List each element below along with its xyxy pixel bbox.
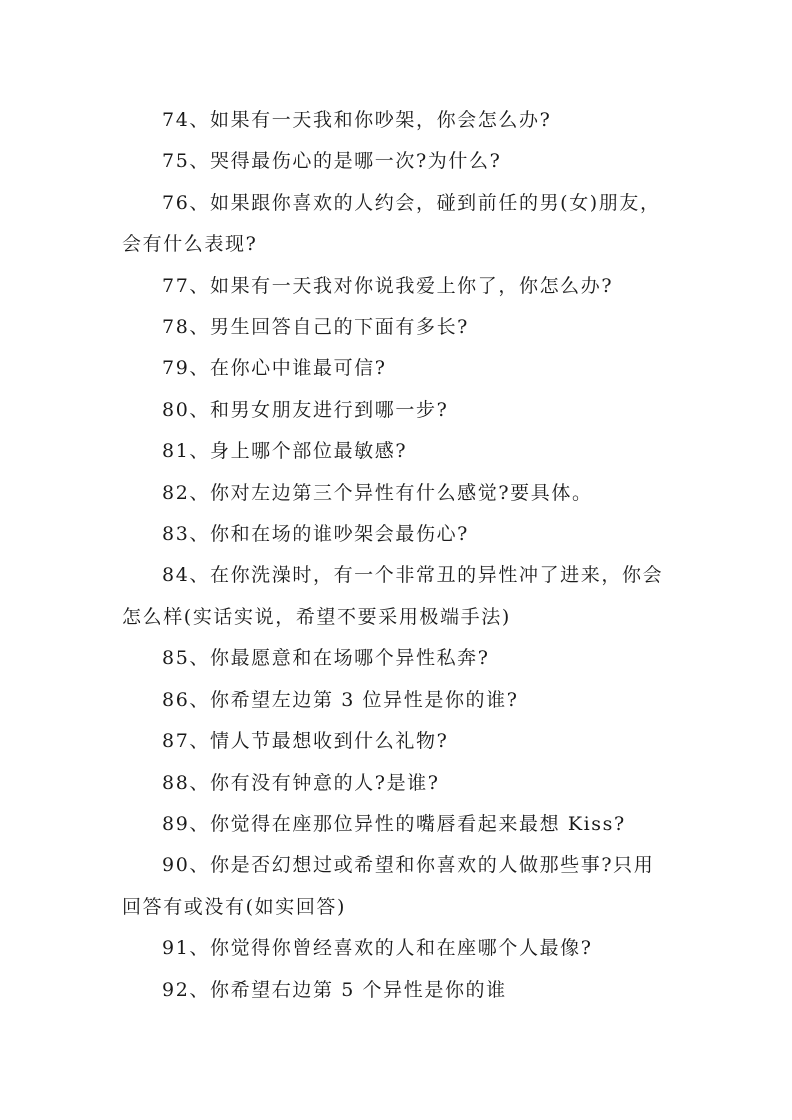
question-item: 83、你和在场的谁吵架会最伤心?: [162, 523, 469, 546]
question-item: 77、如果有一天我对你说我爱上你了，你怎么办?: [162, 274, 614, 297]
question-item: 78、男生回答自己的下面有多长?: [162, 316, 469, 339]
question-item: 85、你最愿意和在场哪个异性私奔?: [162, 647, 490, 670]
question-item: 89、你觉得在座那位异性的嘴唇看起来最想 Kiss?: [162, 812, 626, 835]
question-item: 92、你希望右边第 5 个异性是你的谁: [162, 978, 507, 1001]
question-item: 76、如果跟你喜欢的人约会，碰到前任的男(女)朋友，会有什么表现?: [122, 191, 661, 256]
question-item: 88、你有没有钟意的人?是谁?: [162, 771, 440, 794]
question-item: 86、你希望左边第 3 位异性是你的谁?: [162, 688, 519, 711]
question-item: 80、和男女朋友进行到哪一步?: [162, 398, 449, 421]
question-item: 79、在你心中谁最可信?: [162, 357, 387, 380]
question-item: 87、情人节最想收到什么礼物?: [162, 730, 449, 753]
question-item: 75、哭得最伤心的是哪一次?为什么?: [162, 150, 502, 173]
question-item: 81、身上哪个部位最敏感?: [162, 440, 408, 463]
question-item: 74、如果有一天我和你吵架，你会怎么办?: [162, 109, 552, 131]
question-item: 91、你觉得你曾经喜欢的人和在座哪个人最像?: [162, 937, 593, 960]
question-item: 82、你对左边第三个异性有什么感觉?要具体。: [162, 481, 593, 504]
question-item: 84、在你洗澡时，有一个非常丑的异性冲了进来，你会怎么样(实话实说，希望不要采用极端手法): [122, 564, 664, 628]
question-item: 90、你是否幻想过或希望和你喜欢的人做那些事?只用回答有或没有(如实回答): [122, 854, 655, 918]
